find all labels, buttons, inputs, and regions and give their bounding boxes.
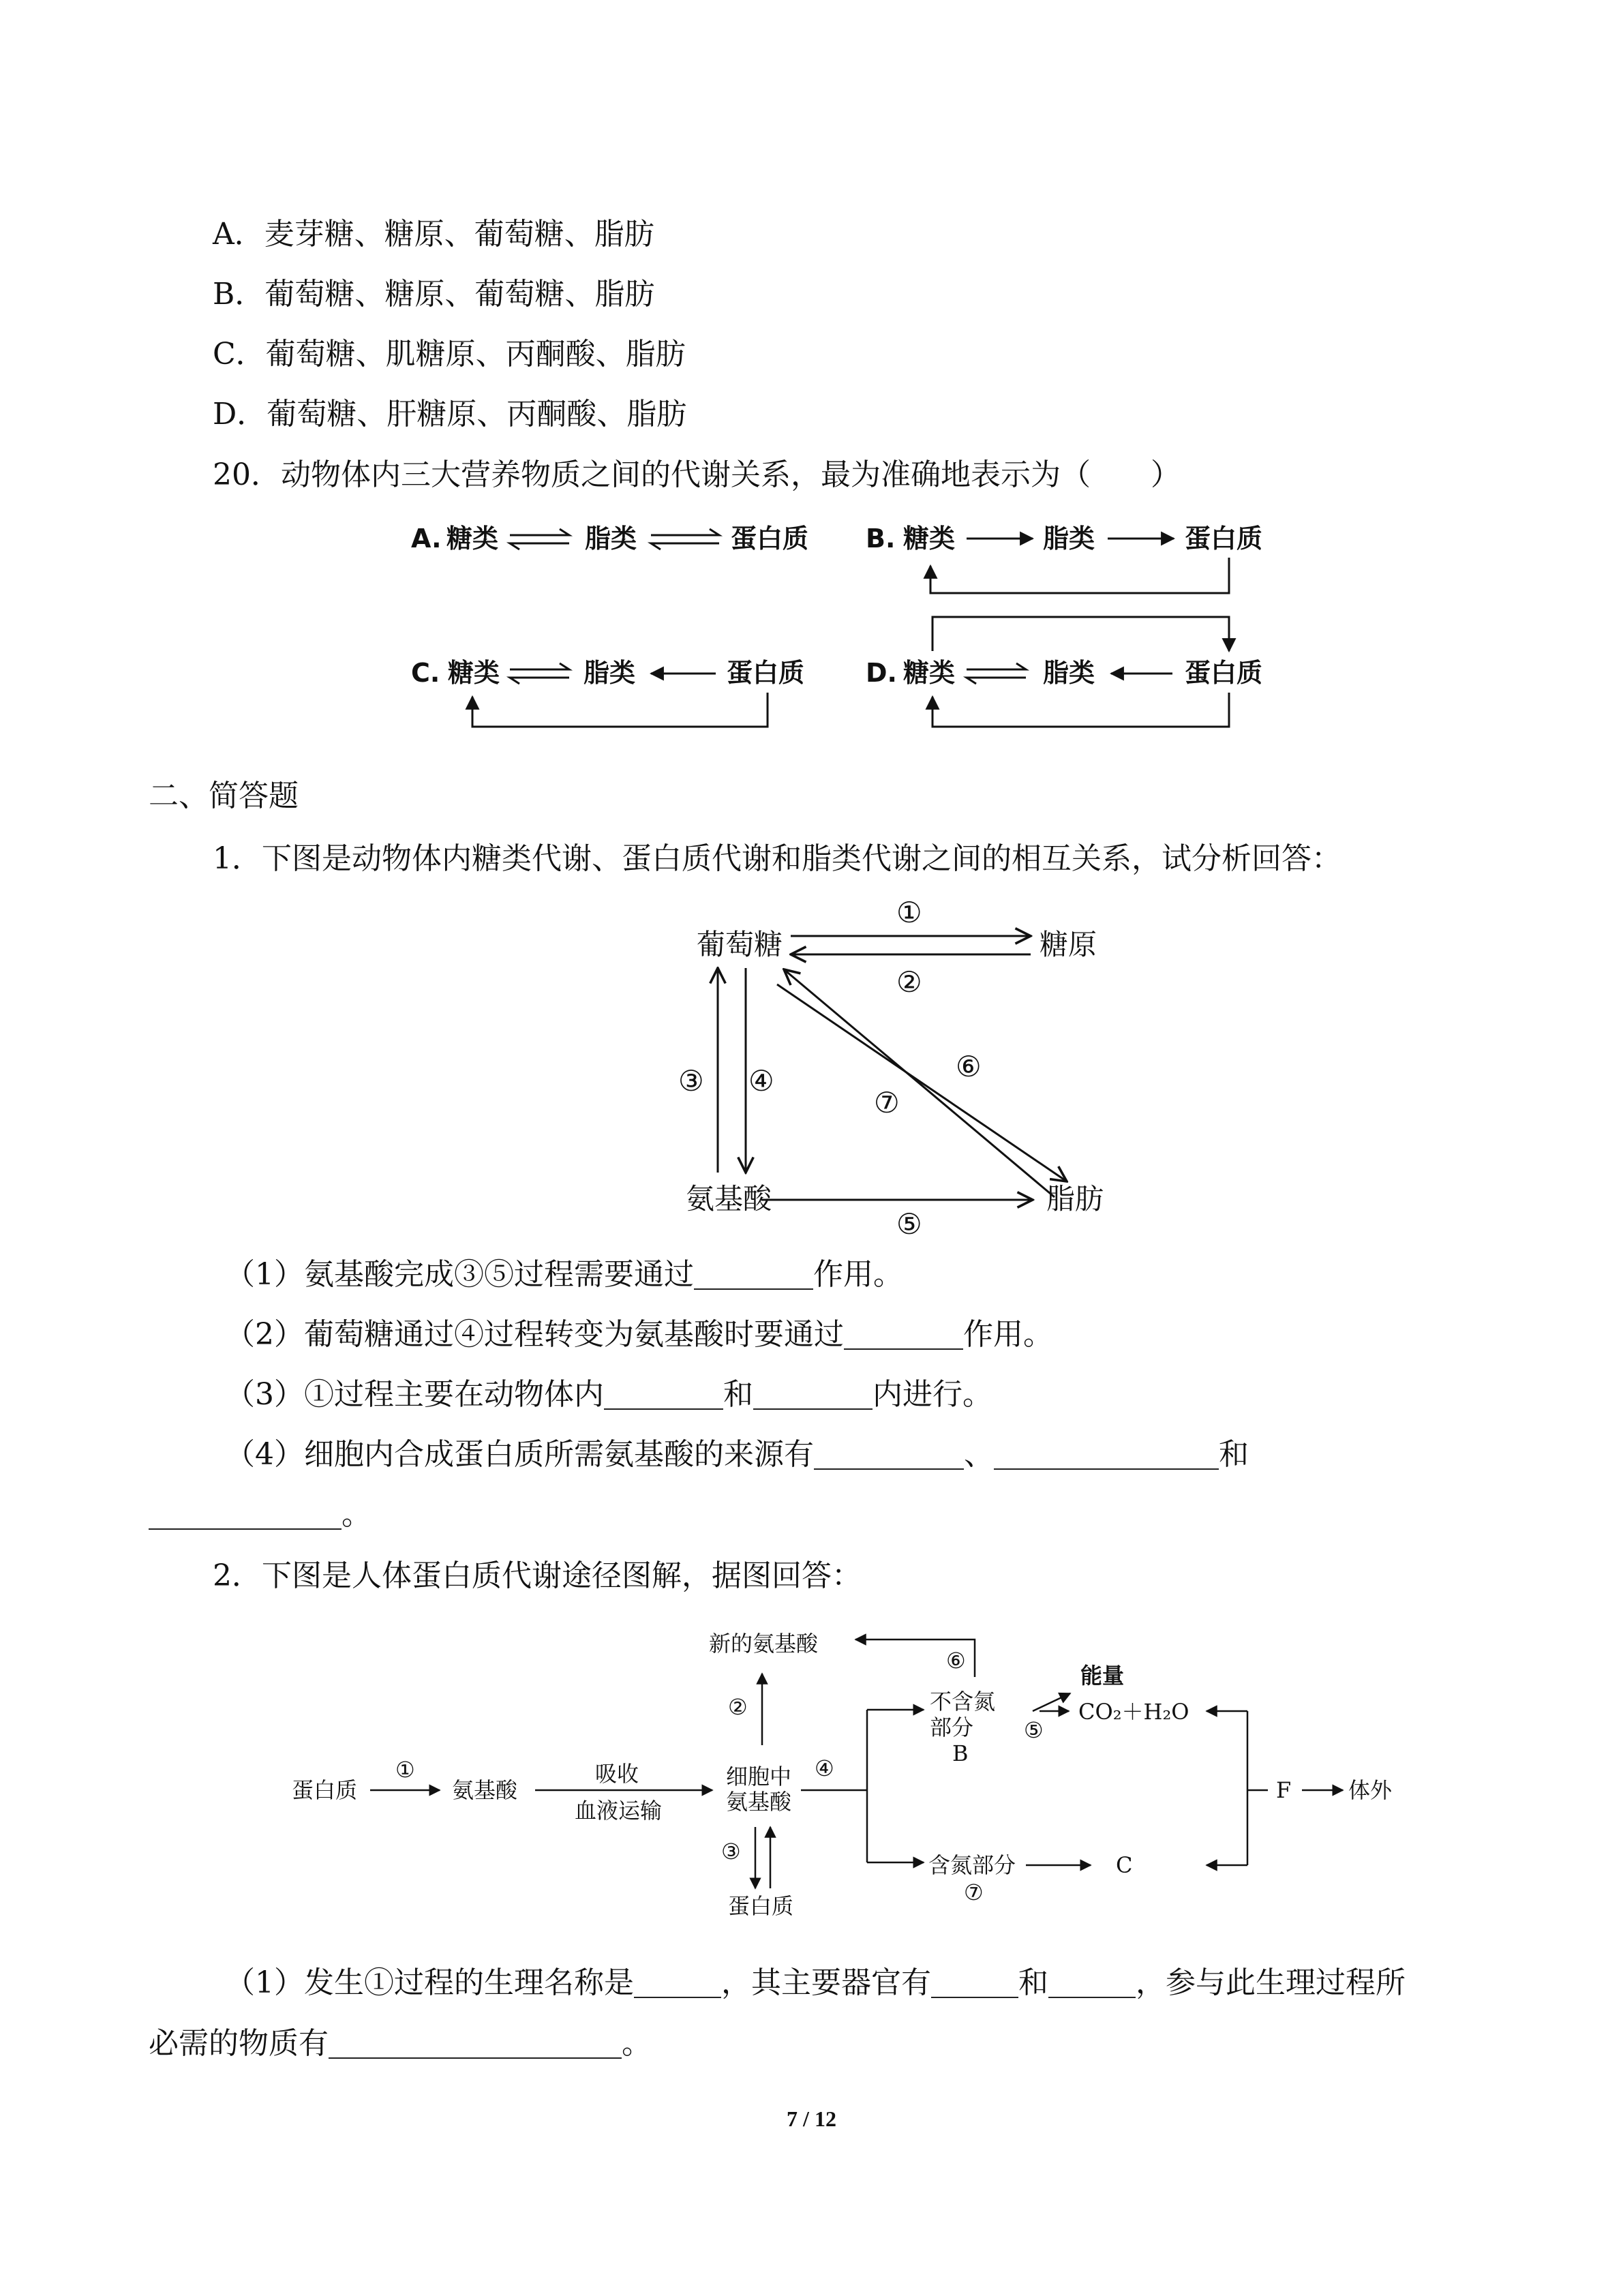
q1-node-glycogen: 糖原 [1040,928,1097,961]
q20-c-protein: 蛋白质 [727,658,805,688]
q1-sub4-text: （4）细胞内合成蛋白质所需氨基酸的来源有 [225,1437,814,1472]
q1-sub3-blank-2[interactable] [753,1381,873,1410]
q20-c-sugar: 糖类 [448,658,500,688]
q19-option-d: D．葡萄糖、肝糖原、丙酮酸、脂肪 [213,397,687,432]
q20-a-arrow-1 [510,529,569,535]
q20-c-lipid: 脂类 [583,658,636,688]
q2-step-1: ① [395,1757,415,1783]
q2-f: F [1276,1777,1292,1803]
q1-sub3-end: 内进行。 [873,1377,992,1412]
q20-b-sugar: 糖类 [903,524,956,554]
q20-d-letter: D. [866,658,897,688]
q1-step-7: ⑦ [874,1086,900,1119]
q2-cell-amino-2: 氨基酸 [726,1789,792,1815]
q2-sub1-blank-4[interactable] [329,2030,622,2059]
q2-no-n-1: 不含氮 [930,1689,996,1715]
q1-step-2: ② [896,965,922,999]
q2-sub1-blank-1[interactable] [634,1969,721,1998]
q19-option-b: B．葡萄糖、糖原、葡萄糖、脂肪 [213,277,655,312]
q2-sub1-text: （1）发生①过程的生理名称是 [225,1965,634,2000]
q2-sub1 [225,1965,1406,2000]
q1-step-3: ③ [678,1064,704,1098]
q1-sub1-end: 作用。 [813,1257,903,1292]
q1-sub2-end: 作用。 [963,1317,1053,1352]
q1-sub1-blank[interactable] [694,1261,813,1290]
q2-c: C [1116,1852,1133,1878]
q1-sub1-text: （1）氨基酸完成③⑤过程需要通过 [225,1257,694,1292]
q1-sub2-text: （2）葡萄糖通过④过程转变为氨基酸时要通过 [225,1317,844,1352]
q20-d-protein: 蛋白质 [1185,658,1263,688]
q20-d-sugar: 糖类 [903,658,956,688]
q20-b-lipid: 脂类 [1043,524,1095,554]
q1-stem: 1．下图是动物体内糖类代谢、蛋白质代谢和脂类代谢之间的相互关系，试分析回答： [213,841,1341,876]
q1-sub2-blank[interactable] [844,1321,963,1350]
q20-c-arrow-1 [510,663,569,669]
q1-sub4-line2 [149,1497,371,1532]
q2-absorb: 吸收 [595,1761,639,1787]
q2-no-n-2: 部分 [930,1715,974,1740]
q1-sub4-blank-3[interactable] [149,1501,342,1530]
q20-a-lipid: 脂类 [585,524,637,554]
q20-a-protein: 蛋白质 [731,524,809,554]
q1-sub4-blank-1[interactable] [814,1441,964,1470]
q2-sub1-line2-end: 。 [622,2026,652,2061]
q2-sub1-line2 [149,2026,652,2061]
q2-sub1-a: ，其主要器官有 [721,1965,931,2000]
q1-sub4-blank-2[interactable] [994,1441,1219,1470]
q1-sub3 [225,1377,992,1412]
q2-n-part: 含氮部分 [928,1852,1016,1878]
q20-a-arrow-4 [651,543,719,549]
q19-option-c: C．葡萄糖、肌糖原、丙酮酸、脂肪 [213,337,686,372]
q20-a-arrow-2 [510,543,569,549]
q20-b-arrow-loop [930,558,1229,593]
q1-sub4-and: 和 [1219,1437,1249,1472]
q1-sub3-text: （3）①过程主要在动物体内 [225,1377,604,1412]
q1-sub4 [225,1437,1249,1472]
q20-d-arrow-top [932,617,1229,651]
q1-step-1: ① [896,896,922,929]
q2-sub1-blank-2[interactable] [931,1969,1018,1998]
q20-b-protein: 蛋白质 [1185,524,1263,554]
q2-stem: 2．下图是人体蛋白质代谢途径图解，据图回答： [213,1558,862,1593]
q19-option-a: A．麦芽糖、糖原、葡萄糖、脂肪 [213,217,654,252]
q20-a-arrow-3 [651,529,719,535]
q2-step-4: ④ [815,1755,834,1781]
q2-step-6: ⑥ [946,1648,966,1674]
q1-sub2 [225,1317,1053,1352]
q2-energy-arrow [1033,1693,1070,1711]
q2-step-7: ⑦ [964,1879,984,1905]
q1-node-amino-acid: 氨基酸 [686,1182,772,1215]
q2-sub1-line2-text: 必需的物质有 [149,2026,329,2061]
q2-sub1-b: 和 [1018,1965,1048,2000]
q2-outside: 体外 [1348,1777,1393,1803]
q20-d-arrow-2 [967,678,1026,684]
q2-step-5: ⑤ [1024,1717,1044,1743]
q1-node-fat: 脂肪 [1046,1182,1104,1215]
q20-d-arrow-1 [967,663,1026,669]
q20-a-sugar: 糖类 [446,524,499,554]
q1-step-5: ⑤ [896,1207,922,1241]
q1-sub4-period: 。 [342,1497,371,1532]
q20-d-arrow-bottom [932,693,1229,727]
q1-sub1 [225,1257,903,1292]
q1-node-glucose: 葡萄糖 [697,928,783,961]
q20-d-lipid: 脂类 [1043,658,1095,688]
q20-b-letter: B. [866,524,896,554]
q1-sub3-blank-1[interactable] [604,1381,723,1410]
page-number: 7 / 12 [787,2106,836,2131]
q2-protein: 蛋白质 [292,1777,358,1803]
q2-energy: 能量 [1080,1663,1125,1689]
q2-amino-acid: 氨基酸 [452,1777,518,1803]
q1-sub4-sep: 、 [964,1437,994,1472]
q20-c-arrow-2 [510,678,569,684]
q2-new-amino: 新的氨基酸 [709,1631,819,1657]
q2-sub1-c: ，参与此生理过程所 [1136,1965,1406,2000]
q20-c-letter: C. [411,658,440,688]
q2-step-3: ③ [721,1839,741,1864]
q1-arrow-6 [777,984,1067,1181]
q20-a-letter: A. [411,524,442,554]
q2-sub1-blank-3[interactable] [1048,1969,1136,1998]
q2-protein-2: 蛋白质 [728,1893,794,1919]
q2-cell-amino-1: 细胞中 [726,1764,792,1789]
q2-blood-transport: 血液运输 [575,1798,663,1824]
q2-step-2: ② [728,1694,748,1720]
q1-arrow-7 [784,965,1055,1197]
q1-step-6: ⑥ [956,1050,982,1083]
q20-c-arrow-loop [472,693,768,727]
q20-stem: 20．动物体内三大营养物质之间的代谢关系，最为准确地表示为（ ） [213,457,1181,492]
q2-co2-h2o: CO₂＋H₂O [1078,1699,1189,1725]
q1-sub3-and: 和 [723,1377,753,1412]
section-2-title: 二、简答题 [149,779,299,813]
q1-step-4: ④ [748,1064,774,1098]
q2-no-n-3: B [952,1740,969,1766]
